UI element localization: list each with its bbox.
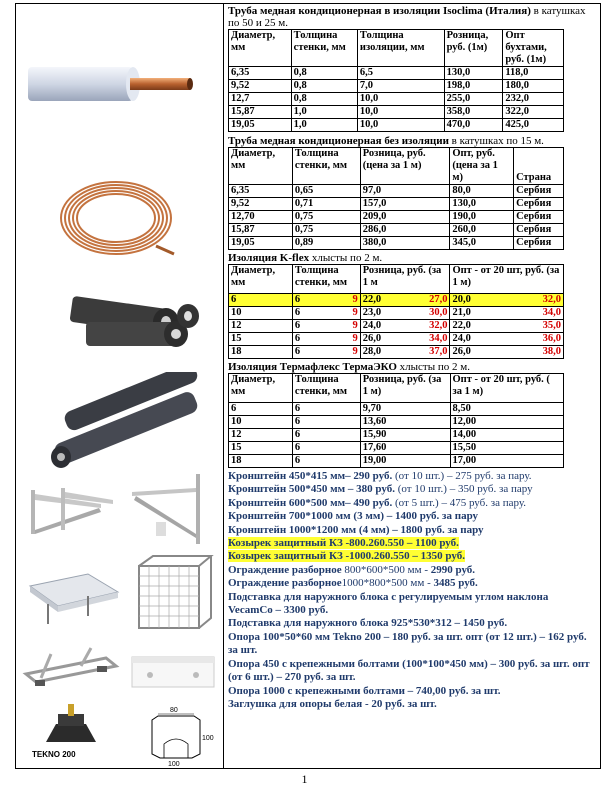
section-title-3-bold: Изоляция K-flex	[228, 252, 310, 264]
cell: 9,70	[360, 403, 450, 416]
item-normal-2: 350 руб. за пару	[455, 483, 533, 496]
table-row	[229, 185, 564, 198]
item-bold: Кронштейн 1000*1200 мм (4 мм) – 1800 руб. за пару	[228, 523, 484, 536]
cell: 232,0	[503, 93, 564, 106]
cell: 9	[334, 333, 360, 346]
cell: 12	[229, 320, 293, 333]
header-cell: Опт - от 20 шт, руб. ( за 1 м)	[450, 374, 564, 403]
item-bold: Кронштейн 600*500 мм– 490 руб.	[228, 496, 393, 509]
cell: 9,52	[229, 80, 292, 93]
item-bold: Ограждение разборное	[228, 563, 342, 576]
cell: 97,0	[360, 185, 450, 198]
wholesale-6mm: 21,0	[452, 307, 471, 318]
cell: 0,8	[291, 93, 357, 106]
item-bold: Кронштейн 700*1000 мм (3 мм) – 1400 руб. за пару	[228, 510, 479, 523]
cell: 1,0	[291, 106, 357, 119]
cell: Сербия	[514, 211, 564, 224]
item-normal: 800*600*500 мм -	[341, 563, 428, 576]
cell: 6	[292, 429, 360, 442]
item-normal: (от 5 шт.) –	[392, 496, 447, 509]
cell: 10,0	[357, 106, 444, 119]
table-row	[229, 119, 564, 132]
section-title-4	[228, 361, 599, 373]
wholesale-9mm: 35,0	[542, 320, 561, 331]
header-cell: Диаметр, мм	[229, 265, 293, 294]
section-title-1-bold: Труба медная кондиционерная в изоляции Isoclima (Италия)	[228, 5, 531, 17]
drawing-width: 80	[170, 707, 178, 714]
retail-9mm: 37,0	[429, 346, 448, 357]
drawing-height: 100	[202, 735, 214, 742]
list-item	[228, 497, 599, 510]
copper-coil-photo	[56, 176, 176, 258]
section-title-1-normal: в катушках по 50 и 25 м.	[228, 5, 586, 29]
table-row	[229, 442, 564, 455]
retail-6mm: 26,0	[362, 333, 382, 344]
cell	[360, 294, 450, 307]
item-bold-2: 3485 руб.	[430, 577, 478, 590]
section-title-3-normal: хлысты по 2 м.	[309, 252, 383, 264]
table-kflex	[228, 264, 564, 359]
thermaflex-insulation-photo	[41, 372, 211, 472]
cell: 7,0	[357, 80, 444, 93]
table-row	[229, 455, 564, 468]
header-cell: Толщина изоляции, мм	[357, 30, 444, 67]
cell: 6	[292, 333, 334, 346]
cell: 255,0	[444, 93, 503, 106]
table-row	[229, 224, 564, 237]
cell: 15,87	[229, 106, 292, 119]
cell: 0,8	[291, 80, 357, 93]
cell: 15,90	[360, 429, 450, 442]
tekno-support-photo	[36, 704, 106, 746]
table-header	[229, 30, 564, 67]
cell: 6,35	[229, 67, 292, 80]
wholesale-6mm: 20,0	[452, 294, 471, 305]
cell: Сербия	[514, 237, 564, 250]
list-item	[228, 470, 599, 483]
retail-9mm: 32,0	[429, 320, 448, 331]
retail-6mm: 22,0	[362, 294, 382, 305]
header-cell: Розница, руб. (цена за 1 м)	[360, 148, 450, 185]
table-row	[229, 67, 564, 80]
retail-6mm: 23,0	[362, 307, 382, 318]
cell: 19,05	[229, 237, 293, 250]
cell: 9	[334, 307, 360, 320]
page-number: 1	[301, 772, 308, 786]
header-cell: Толщина стенки, мм	[292, 374, 360, 403]
cell	[360, 307, 450, 320]
bracket-photo-2	[126, 472, 221, 547]
table-row	[229, 198, 564, 211]
cell: 17,00	[450, 455, 564, 468]
protective-visor-photo	[28, 566, 120, 626]
cell: 6	[292, 294, 334, 307]
cell: Сербия	[514, 185, 564, 198]
cell: 10,0	[357, 119, 444, 132]
cell: 130,0	[444, 67, 503, 80]
insulated-pipe-photo	[26, 59, 206, 109]
item-normal-2: 475 руб. за пару.	[446, 496, 527, 509]
tekno-label: TEKNO 200	[32, 750, 76, 759]
wholesale-6mm: 22,0	[452, 320, 471, 331]
wholesale-6mm: 26,0	[452, 346, 471, 357]
cell: 6	[292, 307, 334, 320]
cell: 6	[292, 416, 360, 429]
cell: 0,89	[292, 237, 360, 250]
cell: 425,0	[503, 119, 564, 132]
section-title-4-normal: хлысты по 2 м.	[396, 361, 470, 373]
table-row	[229, 80, 564, 93]
accessories-list	[228, 470, 599, 711]
header-cell: Толщина стенки, мм	[292, 148, 360, 185]
cell: 18	[229, 346, 293, 359]
header-cell: Диаметр, мм	[229, 148, 293, 185]
item-normal-2: 275 руб. за пару.	[452, 470, 532, 482]
cell: 12,70	[229, 211, 293, 224]
cell: 0,65	[292, 185, 360, 198]
wholesale-9mm: 32,0	[542, 294, 561, 305]
cell: 15,50	[450, 442, 564, 455]
column-divider	[223, 4, 224, 768]
cell: 19,05	[229, 119, 292, 132]
cell: 130,0	[450, 198, 514, 211]
bracket-photo-1	[21, 482, 116, 542]
header-cell: Опт бухтами, руб. (1м)	[503, 30, 564, 67]
cell: 209,0	[360, 211, 450, 224]
cell: 470,0	[444, 119, 503, 132]
section-title-2	[228, 135, 599, 147]
retail-9mm: 27,0	[429, 294, 448, 305]
cell: 19,00	[360, 455, 450, 468]
table-row	[229, 237, 564, 250]
cell	[450, 320, 564, 333]
section-title-1	[228, 5, 599, 29]
section-title-2-normal: в катушках по 15 м.	[448, 135, 544, 147]
cell: 6,35	[229, 185, 293, 198]
list-item	[228, 524, 599, 537]
list-item	[228, 510, 599, 523]
cell: 6	[292, 403, 360, 416]
cell	[360, 346, 450, 359]
support-1000-photo	[128, 649, 218, 694]
cell: 14,00	[450, 429, 564, 442]
header-cell: Опт, руб. (цена за 1 м)	[450, 148, 514, 185]
cell: 15	[229, 333, 293, 346]
cell: 9	[334, 294, 360, 307]
highlighted-text: Козырек защитный КЗ -800.260.550 – 1100 руб.	[228, 537, 459, 550]
cell: 15,87	[229, 224, 293, 237]
cell: 0,75	[292, 211, 360, 224]
header-cell: Диаметр, мм	[229, 30, 292, 67]
table-row	[229, 333, 564, 346]
table-header	[229, 374, 564, 403]
item-bold: Кронштейн 500*450 мм – 380 руб.	[228, 483, 395, 496]
cell: 1,0	[291, 119, 357, 132]
cell: 6	[292, 320, 334, 333]
cell: 8,50	[450, 403, 564, 416]
table-row	[229, 106, 564, 119]
cell: 10	[229, 416, 293, 429]
drawing-base: 100	[168, 761, 180, 766]
header-cell: Диаметр, мм	[229, 374, 293, 403]
cell: Сербия	[514, 198, 564, 211]
fence-cage-photo	[131, 552, 216, 634]
cell: 345,0	[450, 237, 514, 250]
table-row	[229, 211, 564, 224]
cell: 6	[292, 455, 360, 468]
dimension-drawing	[136, 704, 216, 766]
list-item: Опора 100*50*60 мм Tekno 200 – 180 руб. за шт. опт (от 12 шт.) – 162 руб. за шт.	[228, 630, 587, 657]
cell	[360, 333, 450, 346]
item-bold-2: 2990 руб.	[427, 563, 476, 576]
table-row	[229, 429, 564, 442]
header-cell: Толщина стенки, мм	[292, 265, 360, 294]
cell	[360, 320, 450, 333]
cell: 180,0	[503, 80, 564, 93]
cell: 286,0	[360, 224, 450, 237]
table-row	[229, 403, 564, 416]
cell: 6,5	[357, 67, 444, 80]
kflex-insulation-photo	[66, 294, 206, 362]
retail-9mm: 34,0	[429, 333, 448, 344]
wholesale-9mm: 38,0	[542, 346, 561, 357]
cell: 13,60	[360, 416, 450, 429]
cell: 6	[229, 403, 293, 416]
list-item-highlighted	[228, 550, 599, 563]
cell	[450, 346, 564, 359]
cell: 6	[292, 346, 334, 359]
list-item: Заглушка для опоры белая - 20 руб. за шт.	[228, 697, 437, 710]
cell: 6	[292, 442, 360, 455]
table-row	[229, 346, 564, 359]
cell: Сербия	[514, 224, 564, 237]
cell: 6	[229, 294, 293, 307]
table-row	[229, 307, 564, 320]
list-item	[228, 483, 599, 496]
item-normal: 1000*800*500 мм -	[341, 577, 431, 590]
price-content	[225, 4, 599, 768]
highlighted-text: Козырек защитный КЗ -1000.260.550 – 1350 руб.	[228, 550, 466, 563]
section-title-3	[228, 252, 599, 264]
table-header	[229, 148, 564, 185]
list-item	[228, 564, 599, 577]
cell: 12,00	[450, 416, 564, 429]
cell: 80,0	[450, 185, 514, 198]
cell: 18	[229, 455, 293, 468]
cell: 190,0	[450, 211, 514, 224]
section-title-2-bold: Труба медная кондиционерная без изоляции	[228, 135, 449, 147]
cell: 198,0	[444, 80, 503, 93]
cell: 10,0	[357, 93, 444, 106]
item-bold: Кронштейн 450*415 мм– 290 руб.	[228, 470, 393, 482]
image-column	[16, 4, 222, 768]
item-normal: (от 10 шт.) –	[392, 470, 453, 482]
retail-6mm: 28,0	[362, 346, 382, 357]
cell: 260,0	[450, 224, 514, 237]
cell: 0,8	[291, 67, 357, 80]
wholesale-9mm: 34,0	[542, 307, 561, 318]
table-header	[229, 265, 564, 294]
wholesale-6mm: 24,0	[452, 333, 471, 344]
header-cell: Розница, руб. (1м)	[444, 30, 503, 67]
list-item	[228, 577, 599, 590]
list-item: Опора 450 с крепежными болтами (100*100*450 мм) – 300 руб. за шт. опт (от 6 шт.) – 270 руб. за шт.	[228, 657, 590, 684]
cell: 322,0	[503, 106, 564, 119]
list-item: Опора 1000 с крепежными болтами – 740,00 руб. за шт.	[228, 684, 501, 697]
cell: 9	[334, 346, 360, 359]
cell	[450, 307, 564, 320]
cell: 9,52	[229, 198, 293, 211]
header-cell: Розница, руб. (за 1 м	[360, 265, 450, 294]
item-normal: (от 10 шт.) –	[395, 483, 456, 496]
cell	[450, 294, 564, 307]
table-thermaflex	[228, 373, 564, 468]
table-row	[229, 93, 564, 106]
cell: 15	[229, 442, 293, 455]
header-cell: Опт - от 20 шт, руб. (за 1 м)	[450, 265, 564, 294]
header-cell: Страна	[514, 148, 564, 185]
retail-9mm: 30,0	[429, 307, 448, 318]
outdoor-unit-stand-photo	[21, 644, 121, 694]
wholesale-9mm: 36,0	[542, 333, 561, 344]
section-title-4-bold: Изоляция Термафлекс ТермаЭКО	[228, 361, 397, 373]
header-cell: Розница, руб. (за 1 м)	[360, 374, 450, 403]
cell: 12	[229, 429, 293, 442]
table-row	[229, 416, 564, 429]
cell: 10	[229, 307, 293, 320]
retail-6mm: 24,0	[362, 320, 382, 331]
cell: 9	[334, 320, 360, 333]
cell: 380,0	[360, 237, 450, 250]
cell: 17,60	[360, 442, 450, 455]
list-item-highlighted	[228, 537, 599, 550]
page-frame	[15, 3, 601, 769]
cell: 118,0	[503, 67, 564, 80]
table-insulated-pipe	[228, 29, 564, 132]
cell: 0,71	[292, 198, 360, 211]
table-row-highlighted	[229, 294, 564, 307]
cell: 0,75	[292, 224, 360, 237]
list-item: Подставка для наружного блока 925*530*312 – 1450 руб.	[228, 617, 508, 630]
cell: 157,0	[360, 198, 450, 211]
table-row	[229, 320, 564, 333]
cell	[450, 333, 564, 346]
cell: 12,7	[229, 93, 292, 106]
header-cell: Толщина стенки, мм	[291, 30, 357, 67]
item-bold: Ограждение разборное	[228, 577, 342, 590]
list-item: Подставка для наружного блока с регулируемым углом наклона VecamCo – 3300 руб.	[228, 590, 549, 617]
cell: 358,0	[444, 106, 503, 119]
table-bare-pipe	[228, 147, 564, 250]
